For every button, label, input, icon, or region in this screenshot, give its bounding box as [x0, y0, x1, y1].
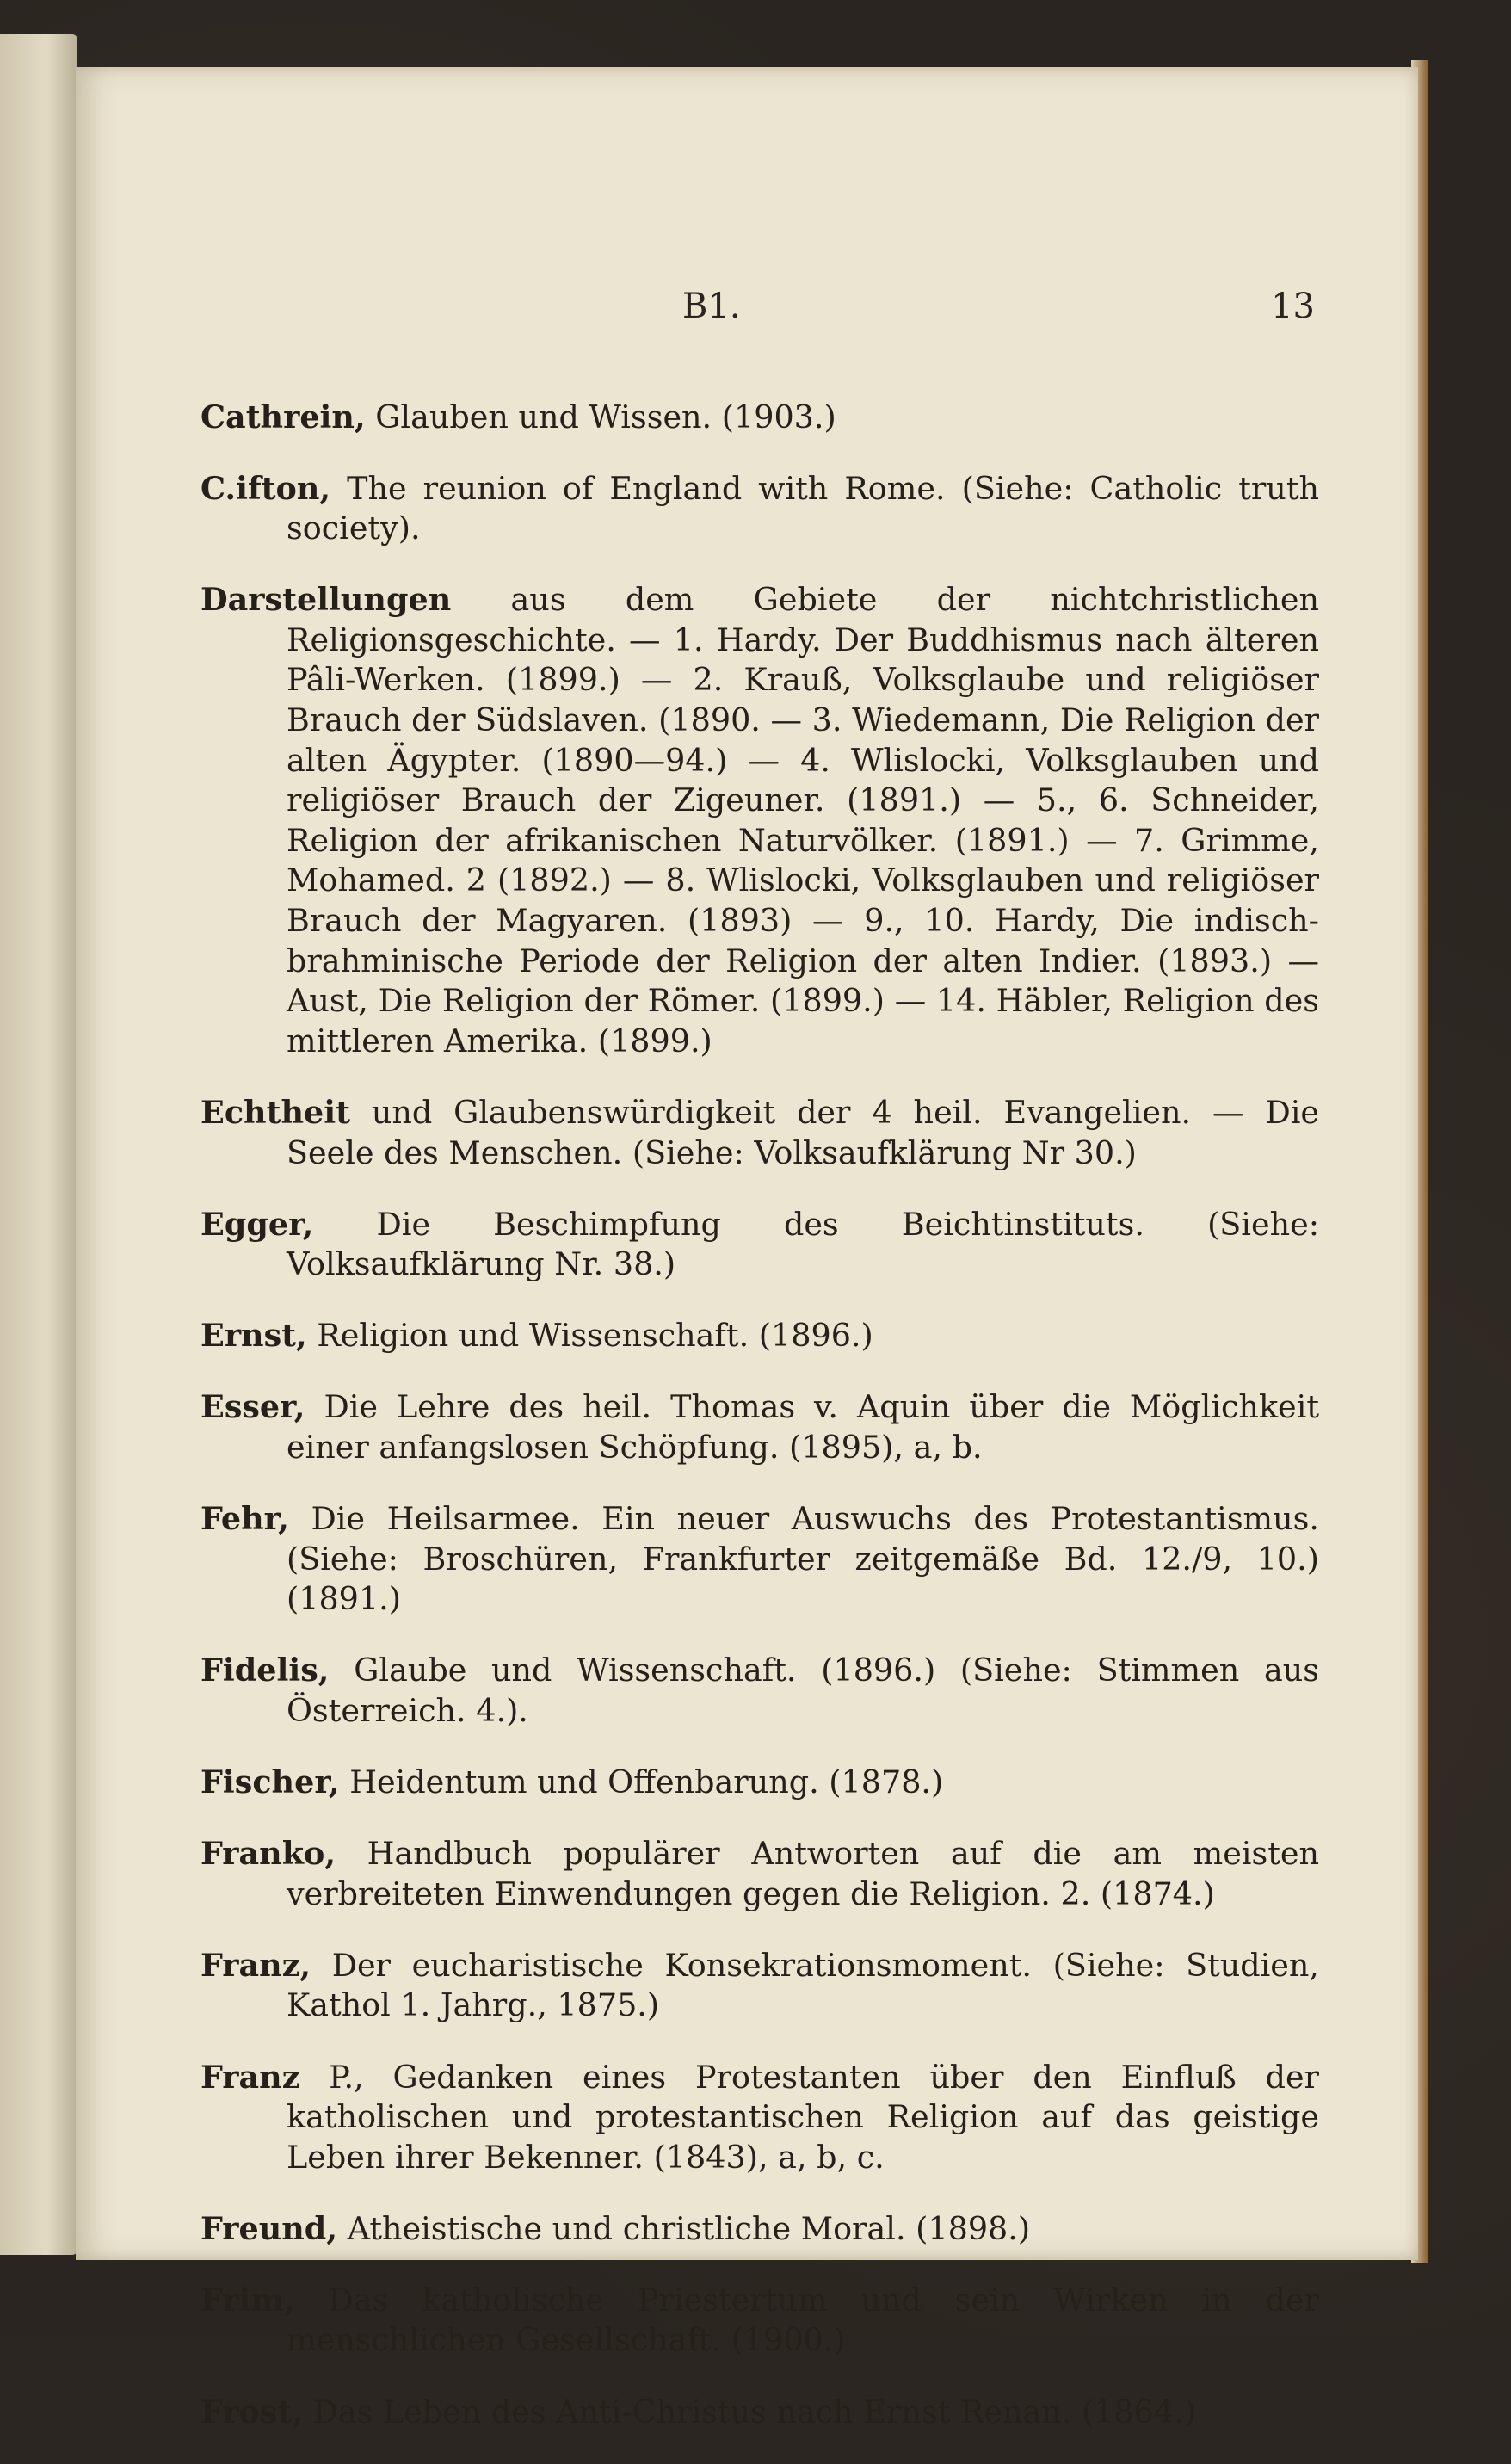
entry-author: C.ifton,	[200, 469, 331, 507]
entry-text: Heidentum und Offenbarung. (1878.)	[339, 1763, 944, 1801]
entry-author: Franko,	[200, 1835, 336, 1873]
entry-author: Franz,	[200, 1946, 311, 1984]
bibliography-entry	[200, 2209, 1319, 2250]
entry-text: P., Gedanken eines Protestanten über den Einfluß der katholischen und protestantischen Religion auf das geistige Leben ihrer Bekenner. (1843), a, b, c.	[287, 2058, 1319, 2176]
entry-author: Frost,	[200, 2393, 303, 2430]
entry-text: Der eucharistische Konsekrationsmoment. (Siehe: Studien, Kathol 1. Jahrg., 1875.)	[287, 1946, 1319, 2024]
entry-text: und Glaubenswürdigkeit der 4 heil. Evangelien. — Die Seele des Menschen. (Siehe: Volksaufklärung Nr 30.)	[287, 1093, 1319, 1171]
entry-author: Freund,	[200, 2209, 338, 2247]
page-header	[76, 287, 1418, 338]
entry-text: Das katholische Priestertum und sein Wirken in der menschlichen Gesellschaft. (1900.)	[287, 2281, 1319, 2359]
bibliography-entry	[200, 1651, 1319, 1731]
bibliography-entry	[200, 2058, 1319, 2178]
entry-author: Fischer,	[200, 1763, 340, 1801]
previous-page-edge	[0, 34, 77, 2255]
book-page	[76, 67, 1418, 2430]
entry-text: Die Lehre des heil. Thomas v. Aquin über die Möglichkeit einer anfangslosen Schöpfung. (1895), a, b.	[287, 1388, 1319, 1466]
bibliography-entry	[200, 1834, 1319, 1914]
entry-text: Religion und Wissenschaft. (1896.)	[306, 1317, 873, 1355]
entry-text: Handbuch populärer Antworten auf die am meisten verbreiteten Einwendungen gegen die Religion. 2. (1874.)	[287, 1835, 1319, 1912]
bibliography-entry	[200, 580, 1319, 1061]
entry-author: Cathrein,	[200, 398, 366, 435]
entry-author: Fehr,	[200, 1500, 289, 1538]
entry-author: Echtheit	[200, 1093, 350, 1131]
entry-author: Esser,	[200, 1388, 305, 1426]
entry-text: Die Beschimpfung des Beichtinstituts. (Siehe: Volksaufklärung Nr. 38.)	[287, 1205, 1319, 1283]
entry-author: Frim,	[200, 2281, 295, 2319]
bibliography-entry	[200, 398, 1319, 438]
bibliography-entry	[200, 1387, 1319, 1467]
entry-text: Atheistische und christliche Moral. (1898.)	[337, 2209, 1031, 2247]
bibliography-entry	[200, 1499, 1319, 1620]
entry-text: Die Heilsarmee. Ein neuer Auswuchs des Protestantismus. (Siehe: Broschüren, Frankfurter zeitgemäße Bd. 12./9, 10.) (1891.)	[287, 1500, 1319, 1618]
page-number: 13	[1271, 287, 1315, 326]
entry-author: Fidelis,	[200, 1652, 330, 1689]
entry-text: Das Leben des Anti-Christus nach Ernst Renan. (1864.)	[302, 2393, 1196, 2430]
bibliography-entry	[200, 1316, 1319, 1356]
signature-mark: B1.	[682, 287, 741, 326]
entry-author: Franz	[200, 2058, 300, 2096]
bibliography-list	[200, 366, 1319, 2464]
bibliography-entry	[200, 1205, 1319, 1285]
bibliography-entry	[200, 1093, 1319, 1173]
bibliography-entry	[200, 2281, 1319, 2361]
entry-text: Glauben und Wissen. (1903.)	[365, 398, 836, 435]
entry-text: The reunion of England with Rome. (Siehe: Catholic truth society).	[287, 469, 1319, 547]
bibliography-entry	[200, 2393, 1319, 2433]
entry-author: Egger,	[200, 1205, 314, 1243]
bibliography-entry	[200, 1763, 1319, 1803]
entry-author: Ernst,	[200, 1317, 307, 1355]
entry-author: Darstellungen	[200, 581, 452, 619]
bibliography-entry	[200, 1946, 1319, 2026]
entry-text: Glaube und Wissenschaft. (1896.) (Siehe: Stimmen aus Österreich. 4.).	[287, 1652, 1319, 1729]
entry-text: aus dem Gebiete der nichtchristlichen Religionsgeschichte. — 1. Hardy. Der Buddhismus nach älteren Pâli-Werken. (1899.) — 2. Krauß, Volksglaube und religiöser Brauch der Südslaven. (1890. — 3. Wiedemann, Die Religion der alten Ägypter. (1890—94.) — 4. Wlislocki, Volksglauben und religiöser Brauch der Zigeuner. (1891.) — 5., 6. Schneider, Religion der afrikanischen Naturvölker. (1891.) — 7. Grimme, Mohamed. 2 (1892.) — 8. Wlislocki, Volksglauben und religiöser Brauch der Magyaren. (1893) — 9., 10. Hardy, Die indisch-brahminische Periode der Religion der alten Indier. (1893.) — Aust, Die Religion der Römer. (1899.) — 14. Häbler, Religion des mittleren Amerika. (1899.)	[287, 581, 1319, 1059]
bibliography-entry	[200, 469, 1319, 549]
